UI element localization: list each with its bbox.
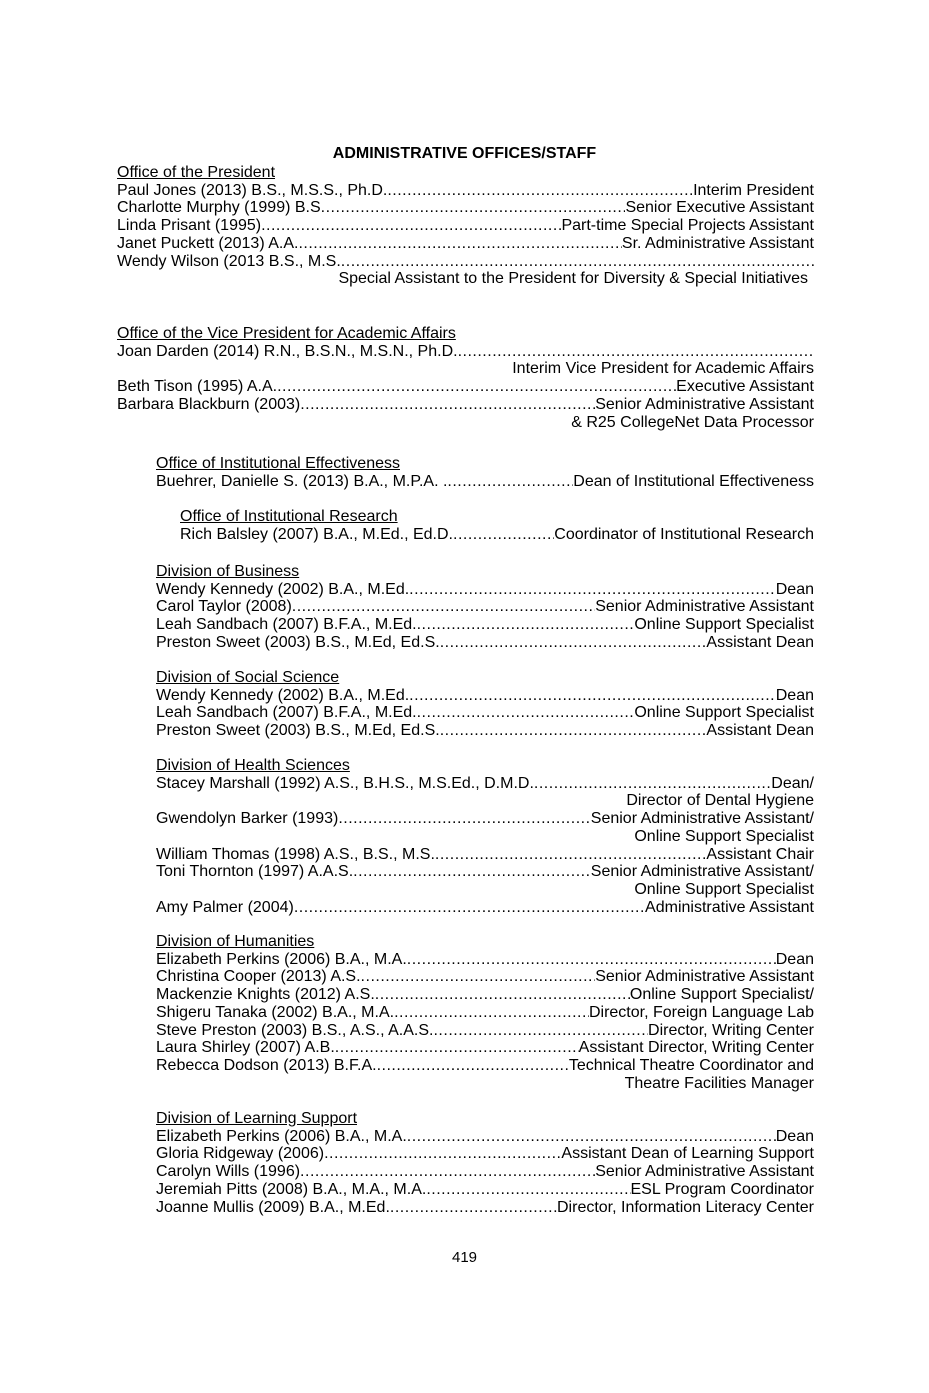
staff-name: Shigeru Tanaka (2002) B.A., M.A. — [156, 1003, 395, 1021]
section-heading: Division of Business — [156, 563, 300, 580]
staff-name: Charlotte Murphy (1999) B.S — [117, 199, 321, 217]
staff-entry — [117, 199, 814, 217]
staff-title: Assistant Dean — [706, 722, 814, 740]
section-heading: Office of Institutional Effectiveness — [156, 455, 400, 472]
staff-name: Gloria Ridgeway (2006) — [156, 1145, 325, 1163]
staff-entry — [117, 217, 814, 235]
staff-entry — [156, 863, 814, 881]
staff-name: Linda Prisant (1995) — [117, 217, 262, 235]
dot-leader — [409, 581, 776, 599]
staff-title: Online Support Specialist — [634, 616, 814, 634]
section-heading: Division of Social Science — [156, 669, 340, 686]
staff-entry — [180, 526, 814, 544]
section-division-of-learning-support — [156, 1110, 814, 1216]
dot-leader — [390, 1199, 557, 1217]
staff-name: Stacey Marshall (1992) A.S., B.H.S., M.S.Ed., D.M.D. — [156, 774, 534, 792]
staff-title-continued: Online Support Specialist — [634, 827, 814, 845]
staff-title: Assistant Dean of Learning Support — [561, 1145, 814, 1163]
staff-name: Leah Sandbach (2007) B.F.A., M.Ed. — [156, 616, 417, 634]
staff-title: Assistant Chair — [706, 845, 814, 863]
staff-name: Elizabeth Perkins (2006) B.A., M.A. — [156, 1127, 407, 1145]
staff-title-continued: Special Assistant to the President for Diversity & Special Initiatives — [338, 270, 808, 288]
staff-entry — [156, 1004, 814, 1022]
staff-title: Online Support Specialist/ — [629, 986, 814, 1004]
staff-name: Janet Puckett (2013) A.A. — [117, 234, 299, 252]
staff-name: Joan Darden (2014) R.N., B.S.N., M.S.N., Ph.D. — [117, 342, 458, 360]
staff-entry — [156, 951, 814, 969]
section-division-of-humanities — [156, 933, 814, 1092]
staff-title: Director, Writing Center — [648, 1021, 814, 1039]
staff-entry — [156, 634, 814, 652]
staff-entry — [156, 704, 814, 722]
dot-leader — [458, 343, 814, 361]
dot-leader — [417, 616, 635, 634]
staff-name: Jeremiah Pitts (2008) B.A., M.A., M.A. — [156, 1180, 427, 1198]
staff-title: Online Support Specialist — [634, 704, 814, 722]
dot-leader — [394, 1004, 589, 1022]
staff-entry — [156, 1039, 814, 1057]
staff-title: Senior Executive Assistant — [625, 199, 814, 217]
staff-entry — [117, 396, 814, 414]
dot-leader — [338, 810, 590, 828]
staff-name: Toni Thornton (1997) A.A.S. — [156, 863, 354, 881]
dot-leader — [341, 253, 814, 271]
dot-leader — [261, 217, 561, 235]
staff-name: Mackenzie Knights (2012) A.S. — [156, 986, 375, 1004]
dot-leader — [300, 1163, 595, 1181]
staff-entry — [156, 899, 814, 917]
staff-title: Senior Administrative Assistant/ — [590, 863, 814, 881]
staff-title: Technical Theatre Coordinator and — [568, 1056, 814, 1074]
section-heading: Office of Institutional Research — [180, 508, 398, 525]
section-heading: Division of Humanities — [156, 933, 315, 950]
staff-entry — [156, 1022, 814, 1040]
staff-name: Laura Shirley (2007) A.B. — [156, 1039, 335, 1057]
staff-name: Wendy Kennedy (2002) B.A., M.Ed. — [156, 580, 410, 598]
staff-title: Executive Assistant — [676, 378, 814, 396]
staff-title: Dean of Institutional Effectiveness — [573, 472, 814, 490]
staff-name: Rich Balsley (2007) B.A., M.Ed., Ed.D. — [180, 525, 453, 543]
dot-leader — [435, 846, 707, 864]
staff-name: Gwendolyn Barker (1993) — [156, 810, 339, 828]
section-office-of-the-president — [117, 164, 814, 288]
staff-title: Director, Information Literacy Center — [557, 1198, 814, 1216]
staff-title: ESL Program Coordinator — [630, 1180, 814, 1198]
staff-entry — [156, 1128, 814, 1146]
staff-name: Paul Jones (2013) B.S., M.S.S., Ph.D. — [117, 181, 388, 199]
staff-entry — [156, 687, 814, 705]
staff-name: Preston Sweet (2003) B.S., M.Ed, Ed.S. — [156, 722, 440, 740]
staff-entry — [117, 378, 814, 396]
dot-leader — [361, 968, 596, 986]
staff-name: Amy Palmer (2004) — [156, 898, 294, 916]
staff-title: Administrative Assistant — [645, 898, 814, 916]
dot-leader — [294, 899, 645, 917]
staff-entry — [156, 1145, 814, 1163]
staff-name: Beth Tison (1995) A.A. — [117, 378, 278, 396]
staff-title: Senior Administrative Assistant/ — [590, 810, 814, 828]
section-heading: Office of the Vice President for Academic Affairs — [117, 325, 456, 342]
staff-title: Senior Administrative Assistant — [595, 968, 814, 986]
staff-title: Interim President — [693, 181, 814, 199]
page-number: 419 — [451, 1249, 478, 1266]
dot-leader — [375, 986, 630, 1004]
dot-leader — [321, 199, 626, 217]
section-office-of-institutional-effectiveness — [156, 455, 814, 490]
dot-leader — [440, 722, 707, 740]
dot-leader — [300, 396, 595, 414]
staff-entry — [156, 598, 814, 616]
staff-title: Senior Administrative Assistant — [595, 598, 814, 616]
staff-entry — [156, 1057, 814, 1075]
dot-leader — [534, 775, 771, 793]
dot-leader — [353, 863, 591, 881]
staff-entry — [156, 581, 814, 599]
staff-title-continued: Theatre Facilities Manager — [624, 1074, 814, 1092]
staff-entry — [117, 343, 814, 361]
staff-name: Preston Sweet (2003) B.S., M.Ed, Ed.S. — [156, 633, 440, 651]
staff-entry — [156, 775, 814, 793]
staff-name: Carol Taylor (2008) — [156, 598, 292, 616]
staff-title: Part-time Special Projects Assistant — [561, 217, 814, 235]
dot-leader — [407, 951, 776, 969]
staff-entry — [117, 182, 814, 200]
dot-leader — [447, 473, 573, 491]
staff-name: Rebecca Dodson (2013) B.F.A. — [156, 1056, 377, 1074]
staff-title-continued: & R25 CollegeNet Data Processor — [571, 413, 814, 431]
staff-name: Christina Cooper (2013) A.S. — [156, 968, 361, 986]
staff-title: Coordinator of Institutional Research — [554, 525, 814, 543]
dot-leader — [417, 704, 635, 722]
staff-name: Leah Sandbach (2007) B.F.A., M.Ed. — [156, 704, 417, 722]
staff-title: Dean/ — [771, 774, 814, 792]
dot-leader — [407, 1128, 776, 1146]
dot-leader — [387, 182, 693, 200]
section-division-of-health-sciences — [156, 757, 814, 916]
dot-leader — [377, 1057, 569, 1075]
staff-title: Sr. Administrative Assistant — [621, 234, 814, 252]
staff-title: Dean — [775, 580, 814, 598]
section-office-of-the-vice-president-for-academic-affairs — [117, 325, 814, 431]
dot-leader — [324, 1145, 561, 1163]
page-title: ADMINISTRATIVE OFFICES/STAFF — [332, 145, 597, 162]
section-heading: Division of Health Sciences — [156, 757, 350, 774]
staff-entry — [156, 810, 814, 828]
staff-entry — [156, 1163, 814, 1181]
staff-title: Assistant Dean — [706, 633, 814, 651]
staff-entry — [156, 616, 814, 634]
dot-leader — [298, 235, 621, 253]
staff-title-continued: Online Support Specialist — [634, 880, 814, 898]
staff-name: Wendy Kennedy (2002) B.A., M.Ed. — [156, 686, 410, 704]
section-heading: Division of Learning Support — [156, 1110, 358, 1127]
staff-name: Buehrer, Danielle S. (2013) B.A., M.P.A. . — [156, 472, 448, 490]
staff-entry — [156, 846, 814, 864]
section-division-of-business — [156, 563, 814, 652]
dot-leader — [409, 687, 776, 705]
staff-title-continued: Interim Vice President for Academic Affairs — [512, 360, 814, 378]
staff-title: Dean — [775, 686, 814, 704]
dot-leader — [426, 1181, 630, 1199]
staff-entry — [117, 253, 814, 271]
dot-leader — [433, 1022, 648, 1040]
staff-title-continued: Director of Dental Hygiene — [626, 792, 814, 810]
staff-title: Director, Foreign Language Lab — [588, 1003, 814, 1021]
staff-name: Steve Preston (2003) B.S., A.S., A.A.S. — [156, 1021, 434, 1039]
staff-entry — [156, 1199, 814, 1217]
staff-name: Carolyn Wills (1996) — [156, 1163, 301, 1181]
dot-leader — [453, 526, 554, 544]
dot-leader — [335, 1039, 579, 1057]
dot-leader — [277, 378, 676, 396]
staff-entry — [117, 235, 814, 253]
staff-title: Senior Administrative Assistant — [595, 1163, 814, 1181]
staff-entry — [156, 473, 814, 491]
staff-entry — [156, 722, 814, 740]
dot-leader — [292, 598, 595, 616]
staff-name: Barbara Blackburn (2003) — [117, 395, 301, 413]
section-division-of-social-science — [156, 669, 814, 740]
staff-entry — [156, 968, 814, 986]
staff-name: Elizabeth Perkins (2006) B.A., M.A. — [156, 950, 407, 968]
staff-entry — [156, 1181, 814, 1199]
staff-title: Dean — [775, 1127, 814, 1145]
staff-title: Dean — [775, 950, 814, 968]
staff-name: Wendy Wilson (2013 B.S., M.S. — [117, 252, 341, 270]
dot-leader — [440, 634, 707, 652]
staff-name: Joanne Mullis (2009) B.A., M.Ed. — [156, 1198, 390, 1216]
section-office-of-institutional-research — [180, 508, 814, 543]
staff-entry — [156, 986, 814, 1004]
staff-title: Assistant Director, Writing Center — [578, 1039, 814, 1057]
staff-title: Senior Administrative Assistant — [595, 395, 814, 413]
section-heading: Office of the President — [117, 164, 276, 181]
staff-name: William Thomas (1998) A.S., B.S., M.S. — [156, 845, 435, 863]
